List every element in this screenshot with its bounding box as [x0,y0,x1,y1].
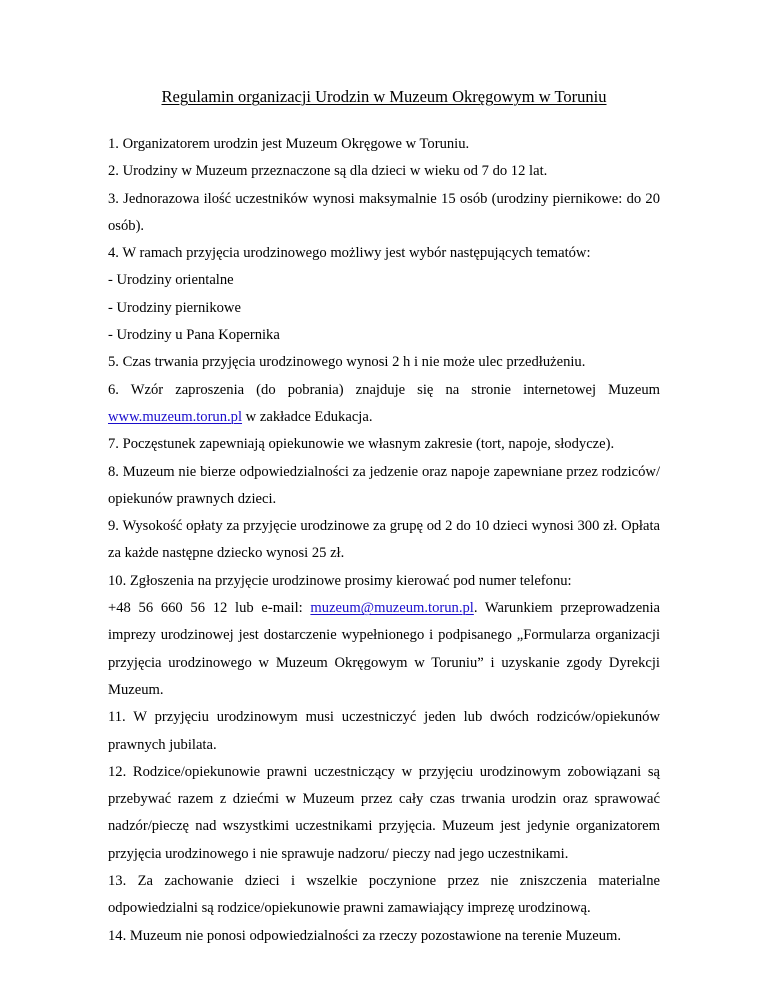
rule-8: 8. Muzeum nie bierze odpowiedzialności za jedzenie oraz napoje zapewniane przez rodziców/ opiekunów prawnych dzieci. [108,463,660,507]
rule-12: 12. Rodzice/opiekunowie prawni uczestniczący w przyjęciu urodzinowym zobowiązani są przebywać razem z dziećmi w Muzeum przez cały czas trwania urodzin oraz sprawować nadzór/pieczę nad wszystkimi uczestnikami przyjęcia. Muzeum jest jedynie organizatorem przyjęcia urodzinowego i nie sprawuje nadzoru/ pieczy nad jego uczestnikami. [108,763,660,862]
rule-10: 10. Zgłoszenia na przyjęcie urodzinowe prosimy kierować pod numer telefonu: [108,572,572,589]
rule-10-contact [108,595,660,704]
theme-option-gingerbread: - Urodziny piernikowe [108,299,241,316]
rule-6-text-end: w zakładce Edukacja. [242,408,373,425]
document-body [108,131,660,950]
museum-email-link[interactable]: muzeum@muzeum.torun.pl [310,600,474,617]
rule-7: 7. Poczęstunek zapewniają opiekunowie we własnym zakresie (tort, napoje, słodycze). [108,436,615,453]
theme-option-copernicus: - Urodziny u Pana Kopernika [108,327,280,344]
museum-website-link[interactable]: www.muzeum.torun.pl [108,408,243,425]
rule-10-phone-text: +48 56 660 56 12 lub e-mail: [108,600,311,617]
rule-11: 11. W przyjęciu urodzinowym musi uczestniczyć jeden lub dwóch rodziców/opiekunów prawnych jubilata. [108,709,660,753]
rule-1: 1. Organizatorem urodzin jest Muzeum Okręgowe w Toruniu. [108,136,470,152]
rule-9: 9. Wysokość opłaty za przyjęcie urodzinowe za grupę od 2 do 10 dzieci wynosi 300 zł. Opłata za każde następne dziecko wynosi 25 zł. [108,518,660,562]
rule-3: 3. Jednorazowa ilość uczestników wynosi maksymalnie 15 osób (urodziny piernikowe: do 20 osób). [108,190,660,234]
rule-6 [108,377,660,432]
rule-6-text: 6. Wzór zaproszenia (do pobrania) znajduje się na stronie internetowej Muzeum [108,381,660,398]
rule-4: 4. W ramach przyjęcia urodzinowego możliwy jest wybór następujących tematów: [108,245,591,262]
rule-10-text-end: . Warunkiem przeprowadzenia imprezy urodzinowej jest dostarczenie wypełnionego i podpisanego „Formularza organizacji przyjęcia urodzinowego w Muzeum Okręgowym w Toruniu” i uzyskanie zgody Dyrekcji Muzeum. [108,600,661,698]
rule-5: 5. Czas trwania przyjęcia urodzinowego wynosi 2 h i nie może ulec przedłużeniu. [108,354,586,371]
rule-2: 2. Urodziny w Muzeum przeznaczone są dla dzieci w wieku od 7 do 12 lat. [108,163,548,180]
theme-option-oriental: - Urodziny orientalne [108,272,234,289]
rule-14: 14. Muzeum nie ponosi odpowiedzialności za rzeczy pozostawione na terenie Muzeum. [108,927,622,944]
rule-13: 13. Za zachowanie dzieci i wszelkie poczynione przez nie zniszczenia materialne odpowiedzialni są rodzice/opiekunowie prawni zamawiający imprezę urodzinową. [108,873,660,917]
document-title: Regulamin organizacji Urodzin w Muzeum Okręgowym w Toruniu [161,87,607,106]
